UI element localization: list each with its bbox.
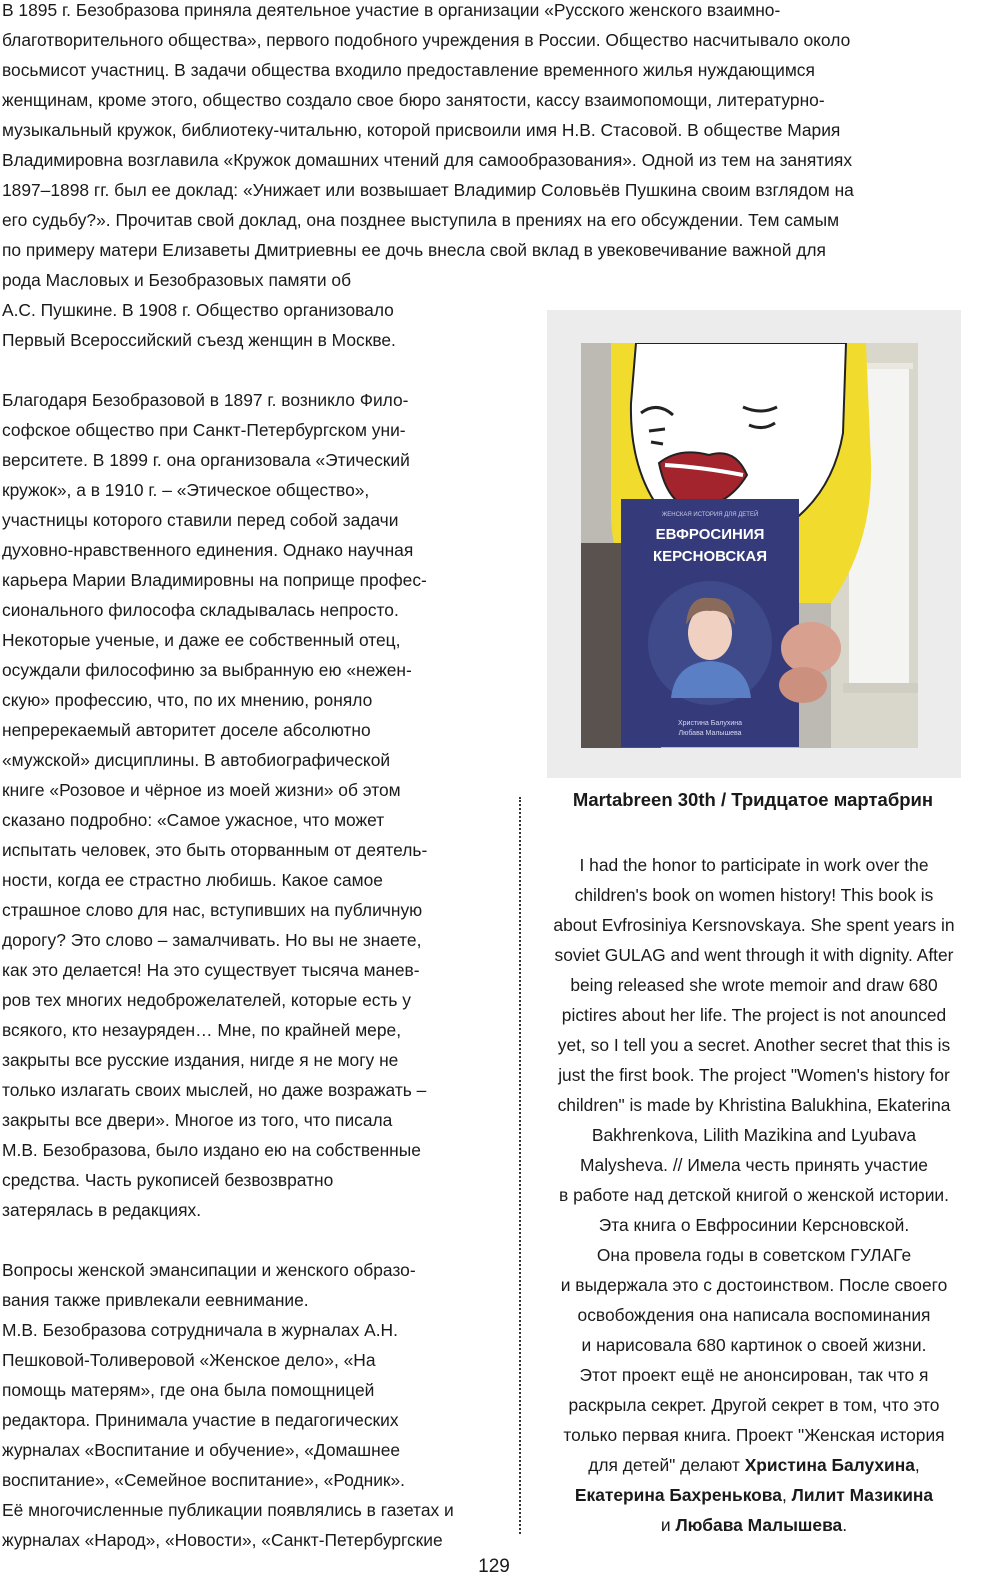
credit-name-3: Лилит Мазикина xyxy=(791,1485,934,1505)
credit-name-4: Любава Малышева xyxy=(675,1515,843,1535)
page-number: 129 xyxy=(478,1556,510,1577)
book-title-line1: ЕВФРОСИНИЯ xyxy=(655,526,765,543)
credit-and: и xyxy=(660,1515,676,1535)
book-series-label: ЖЕНСКАЯ ИСТОРИЯ ДЛЯ ДЕТЕЙ xyxy=(661,512,759,518)
photo-frame xyxy=(547,310,961,778)
credit-name-1: Христина Балухина xyxy=(744,1455,915,1475)
right-column-body: I had the honor to participate in work over the children's book on women history! This book is about Evfrosiniya Kersnovskaya. She spent years in soviet GULAG and went through it with dignity. After being released she wrote memoir and draw 680 pictires about her life. The project is not anounced yet, so I tell you a secret. Another secret that this is just the first book. The project "Women's history for children" is made by Khristina Balukhina, Ekaterina Bakhrenkova, Lilith Mazikina and Lyubava Malysheva. // Имела честь принять участие в работе над детской книгой о женской истории. Эта книга о Евфросинии Керсновской. Она провела годы в советском ГУЛАГе и выдержала это с достоинством. После своего освобождения она написала воспоминания и нарисовала 680 картинок о своей жизни. Этот проект ещё не анонсирован, так что я раскрыла секрет. Другой секрет в том, что это только первая книга. Проект "Женская история для детей" делают xyxy=(553,855,955,1475)
top-paragraph: В 1895 г. Безобразова приняла деятельное участие в организации «Русского женского взаимно- благотворительного общества», первого подобного учреждения в России. Общество насчитывало около восьмисот участниц. В задачи общества входило предоставление временного жилья нуждающимся женщинам, кроме этого, общество создало свое бюро занятости, кассу взаимопомощи, литературно- музыкальный кружок, библиотеку-читальню, которой присвоили имя Н.В. Стасовой. В обществе Мария Владимировна возглавила «Кружок домашних чтений для самообразования». Одной из тем на занятиях 1897–1898 гг. был ее доклад: «Унижает или возвышает Владимир Соловьёв Пушкина своим взглядом на его судьбу?». Прочитав свой доклад, она позднее выступила в прениях на его обсуждении. Тем самым по примеру матери Елизаветы Дмитриевны ее дочь внесла свой вклад в увековечивание важной для рода Масловых и Безобразовых памяти об xyxy=(2,0,854,290)
photo-caption: Martabreen 30th / Тридцатое мартабрин xyxy=(572,789,934,810)
credit-name-2: Екатерина Бахренькова xyxy=(574,1485,782,1505)
photo-illustration xyxy=(581,343,918,748)
column-divider xyxy=(519,797,521,1534)
book-authors-line1: Христина Балухина xyxy=(677,720,743,727)
book-photo xyxy=(581,343,918,748)
left-column-text: А.С. Пушкине. В 1908 г. Общество организовало Первый Всероссийский съезд женщин в Москве. Благодаря Безобразовой в 1897 г. возникло Фило- софское общество при Санкт-Петербургском уни- верситете. В 1899 г. она организовала «Этический кружок», а в 1910 г. – «Этическое общество», участницы которого ставили перед собой задачи духовно-нравственного единения. Однако научная карьера Марии Владимировны на поприще профес- сионального философа складывалась непросто. Некоторые ученые, и даже ее собственный отец, осуждали философиню за выбранную ею «нежен- скую» профессию, что, по их мнению, роняло непререкаемый авторитет доселе абсолютно «мужской» дисциплины. В автобиографической книге «Розовое и чёрное из моей жизни» об этом сказано подробно: «Самое ужасное, что может испытать человек, это быть оторванным от деятель- ности, когда ее страстно любишь. Какое самое страшное слово для нас, вступивших на публичную дорогу? Это слово – замалчивать. Но вы не знаете, как это делается! На это существует тысяча манев- ров тех многих недоброжелателей, которые есть у всякого, кто незауряден… Мне, по крайней мере, закрыты все русские издания, нигде я не могу не только излагать своих мыслей, но даже возражать – закрыты все двери». Многое из того, что писала М.В. Безобразова, было издано ею на собственные средства. Часть рукописей безвозвратно затерялась в редакциях. Вопросы женской эмансипации и женского образо- вания также привлекали еевнимание. М.В. Безобразова сотрудничала в журналах А.Н. Пешковой-Толиверовой «Женское дело», «На помощь матерям», где она была помощницей редактора. Принимала участие в педагогических журналах «Воспитание и обучение», «Домашнее воспитание», «Семейное воспитание», «Родник». Её многочисленные публикации появлялись в газетах и журналах «Народ», «Новости», «Санкт-Петербургские xyxy=(2,300,454,1550)
credit-separator-1: , xyxy=(914,1455,920,1475)
credit-separator-2: , xyxy=(781,1485,792,1505)
credit-end: . xyxy=(842,1515,848,1535)
book-title-line2: КЕРСНОВСКАЯ xyxy=(653,548,767,565)
book-authors-line2: Любава Малышева xyxy=(678,730,742,737)
right-column-text xyxy=(526,850,982,1540)
